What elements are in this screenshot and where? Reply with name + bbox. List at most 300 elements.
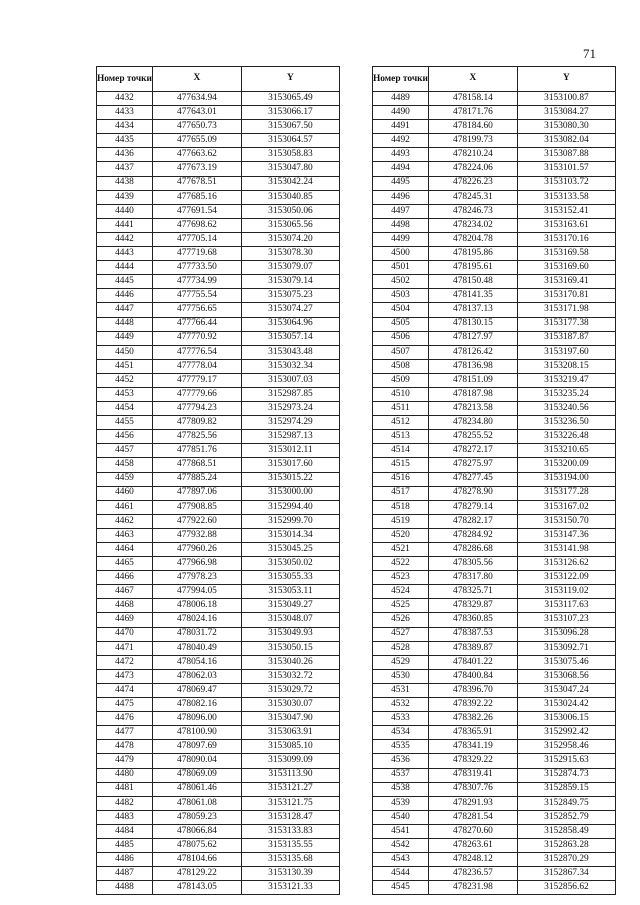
cell-x: 478184.60 (428, 120, 517, 134)
cell-x: 478204.78 (428, 232, 517, 246)
table-row (97, 402, 340, 416)
cell-x: 478082.16 (152, 698, 241, 712)
cell-x: 478360.85 (428, 613, 517, 627)
cell-y: 3153099.09 (241, 754, 339, 768)
table-row (97, 232, 340, 246)
cell-point-number: 4450 (97, 345, 153, 359)
cell-x: 478248.12 (428, 853, 517, 867)
cell-x: 478150.48 (428, 275, 517, 289)
table-body-right (373, 92, 616, 895)
cell-x: 478126.42 (428, 345, 517, 359)
cell-x: 478231.98 (428, 881, 517, 895)
cell-x: 478210.24 (428, 148, 517, 162)
cell-x: 477685.16 (152, 190, 241, 204)
table-row (97, 754, 340, 768)
cell-point-number: 4433 (97, 106, 153, 120)
coordinates-table-left (96, 66, 340, 895)
cell-point-number: 4451 (97, 359, 153, 373)
cell-y: 3153074.20 (241, 232, 339, 246)
table-row (97, 796, 340, 810)
cell-point-number: 4520 (373, 528, 429, 542)
cell-y: 3153042.24 (241, 176, 339, 190)
cell-y: 3152858.49 (517, 824, 615, 838)
cell-point-number: 4473 (97, 669, 153, 683)
cell-x: 477794.23 (152, 402, 241, 416)
cell-y: 3153080.30 (517, 120, 615, 134)
cell-y: 3153240.56 (517, 402, 615, 416)
cell-x: 478224.06 (428, 162, 517, 176)
table-row (97, 810, 340, 824)
cell-point-number: 4455 (97, 416, 153, 430)
cell-point-number: 4529 (373, 655, 429, 669)
cell-x: 477978.23 (152, 571, 241, 585)
cell-y: 3153147.36 (517, 528, 615, 542)
cell-point-number: 4464 (97, 543, 153, 557)
cell-y: 3153171.98 (517, 303, 615, 317)
cell-x: 478069.09 (152, 768, 241, 782)
table-row (373, 712, 616, 726)
cell-y: 3153045.25 (241, 543, 339, 557)
cell-point-number: 4500 (373, 247, 429, 261)
cell-point-number: 4488 (97, 881, 153, 895)
table-row (373, 247, 616, 261)
cell-y: 3152987.85 (241, 387, 339, 401)
cell-point-number: 4437 (97, 162, 153, 176)
cell-y: 3152974.29 (241, 416, 339, 430)
cell-x: 478096.00 (152, 712, 241, 726)
table-row (373, 486, 616, 500)
cell-y: 3153012.11 (241, 444, 339, 458)
cell-point-number: 4457 (97, 444, 153, 458)
cell-x: 477779.66 (152, 387, 241, 401)
cell-point-number: 4482 (97, 796, 153, 810)
page-number: 71 (583, 46, 596, 61)
table-row (97, 218, 340, 232)
cell-point-number: 4539 (373, 796, 429, 810)
cell-point-number: 4516 (373, 472, 429, 486)
table-row (373, 373, 616, 387)
cell-x: 478129.22 (152, 867, 241, 881)
table-row (97, 669, 340, 683)
cell-point-number: 4509 (373, 373, 429, 387)
header-point-number: Номер точки (97, 67, 153, 92)
cell-point-number: 4489 (373, 92, 429, 106)
cell-y: 3153064.57 (241, 134, 339, 148)
cell-x: 478329.87 (428, 599, 517, 613)
cell-x: 478281.54 (428, 810, 517, 824)
cell-point-number: 4525 (373, 599, 429, 613)
table-row (97, 698, 340, 712)
cell-x: 478319.41 (428, 768, 517, 782)
cell-x: 478286.68 (428, 543, 517, 557)
cell-point-number: 4435 (97, 134, 153, 148)
table-row (97, 359, 340, 373)
table-row (373, 810, 616, 824)
cell-x: 478284.92 (428, 528, 517, 542)
cell-y: 3153015.22 (241, 472, 339, 486)
table-row (373, 881, 616, 895)
cell-point-number: 4481 (97, 782, 153, 796)
cell-y: 3152987.13 (241, 430, 339, 444)
cell-y: 3153058.83 (241, 148, 339, 162)
cell-x: 478136.98 (428, 359, 517, 373)
table-row (373, 853, 616, 867)
table-row (373, 641, 616, 655)
cell-y: 3153078.30 (241, 247, 339, 261)
table-row (97, 585, 340, 599)
table-row (373, 232, 616, 246)
table-row (373, 500, 616, 514)
cell-x: 478195.86 (428, 247, 517, 261)
cell-y: 3153167.02 (517, 500, 615, 514)
cell-x: 478278.90 (428, 486, 517, 500)
table-row (373, 867, 616, 881)
cell-x: 477673.19 (152, 162, 241, 176)
cell-y: 3153050.06 (241, 204, 339, 218)
table-row (373, 599, 616, 613)
cell-y: 3153040.26 (241, 655, 339, 669)
table-row (373, 754, 616, 768)
cell-y: 3153210.65 (517, 444, 615, 458)
cell-point-number: 4468 (97, 599, 153, 613)
cell-point-number: 4497 (373, 204, 429, 218)
cell-point-number: 4501 (373, 261, 429, 275)
cell-x: 478006.18 (152, 599, 241, 613)
table-row (97, 247, 340, 261)
cell-point-number: 4454 (97, 402, 153, 416)
table-row (97, 599, 340, 613)
cell-x: 478061.08 (152, 796, 241, 810)
cell-y: 3153074.27 (241, 303, 339, 317)
cell-point-number: 4508 (373, 359, 429, 373)
cell-point-number: 4446 (97, 289, 153, 303)
cell-y: 3153126.62 (517, 557, 615, 571)
cell-y: 3153130.39 (241, 867, 339, 881)
cell-x: 478279.14 (428, 500, 517, 514)
table-row (97, 190, 340, 204)
cell-y: 3152915.63 (517, 754, 615, 768)
cell-point-number: 4530 (373, 669, 429, 683)
cell-x: 478097.69 (152, 740, 241, 754)
header-x: X (428, 67, 517, 92)
table-row (373, 120, 616, 134)
table-row (373, 824, 616, 838)
cell-point-number: 4522 (373, 557, 429, 571)
cell-x: 478090.04 (152, 754, 241, 768)
cell-x: 478213.58 (428, 402, 517, 416)
cell-x: 477922.60 (152, 514, 241, 528)
cell-x: 478305.56 (428, 557, 517, 571)
cell-x: 478255.52 (428, 430, 517, 444)
cell-point-number: 4498 (373, 218, 429, 232)
cell-point-number: 4447 (97, 303, 153, 317)
cell-x: 477868.51 (152, 458, 241, 472)
cell-y: 3153169.60 (517, 261, 615, 275)
coordinates-table-right (372, 66, 616, 895)
table-row (373, 303, 616, 317)
cell-x: 477778.04 (152, 359, 241, 373)
table-row (373, 571, 616, 585)
cell-y: 3152856.62 (517, 881, 615, 895)
cell-y: 3153075.46 (517, 655, 615, 669)
table-row (373, 782, 616, 796)
cell-point-number: 4518 (373, 500, 429, 514)
cell-x: 477698.62 (152, 218, 241, 232)
cell-y: 3153194.00 (517, 472, 615, 486)
cell-point-number: 4477 (97, 726, 153, 740)
cell-point-number: 4469 (97, 613, 153, 627)
cell-point-number: 4476 (97, 712, 153, 726)
cell-y: 3153101.57 (517, 162, 615, 176)
cell-x: 477776.54 (152, 345, 241, 359)
cell-x: 478195.61 (428, 261, 517, 275)
cell-point-number: 4523 (373, 571, 429, 585)
cell-point-number: 4438 (97, 176, 153, 190)
cell-point-number: 4449 (97, 331, 153, 345)
cell-y: 3153029.72 (241, 683, 339, 697)
cell-y: 3153121.75 (241, 796, 339, 810)
table-row (97, 853, 340, 867)
cell-x: 477966.98 (152, 557, 241, 571)
table-row (97, 303, 340, 317)
cell-point-number: 4448 (97, 317, 153, 331)
cell-x: 477678.51 (152, 176, 241, 190)
cell-x: 478400.84 (428, 669, 517, 683)
cell-point-number: 4456 (97, 430, 153, 444)
cell-y: 3153082.04 (517, 134, 615, 148)
cell-y: 3153014.34 (241, 528, 339, 542)
table-row (97, 543, 340, 557)
cell-x: 478389.87 (428, 641, 517, 655)
table-row (373, 416, 616, 430)
cell-point-number: 4463 (97, 528, 153, 542)
cell-y: 3153226.48 (517, 430, 615, 444)
table-row (373, 134, 616, 148)
cell-x: 478245.31 (428, 190, 517, 204)
cell-y: 3153113.90 (241, 768, 339, 782)
cell-point-number: 4439 (97, 190, 153, 204)
table-row (97, 655, 340, 669)
table-row (97, 683, 340, 697)
cell-x: 478024.16 (152, 613, 241, 627)
cell-point-number: 4526 (373, 613, 429, 627)
table-row (373, 176, 616, 190)
table-row (373, 655, 616, 669)
cell-x: 478158.14 (428, 92, 517, 106)
table-row (97, 458, 340, 472)
cell-point-number: 4531 (373, 683, 429, 697)
table-row (373, 162, 616, 176)
cell-point-number: 4519 (373, 514, 429, 528)
cell-y: 3153141.98 (517, 543, 615, 557)
table-row (97, 528, 340, 542)
cell-point-number: 4538 (373, 782, 429, 796)
table-row (97, 92, 340, 106)
cell-y: 3153133.58 (517, 190, 615, 204)
cell-x: 478270.60 (428, 824, 517, 838)
table-row (97, 176, 340, 190)
cell-y: 3153007.03 (241, 373, 339, 387)
cell-x: 478317.80 (428, 571, 517, 585)
cell-y: 3153030.07 (241, 698, 339, 712)
cell-y: 3153067.50 (241, 120, 339, 134)
table-row (97, 768, 340, 782)
table-row (373, 669, 616, 683)
table-row (97, 881, 340, 895)
cell-point-number: 4466 (97, 571, 153, 585)
cell-x: 477719.68 (152, 247, 241, 261)
cell-point-number: 4543 (373, 853, 429, 867)
cell-x: 478246.73 (428, 204, 517, 218)
cell-x: 478282.17 (428, 514, 517, 528)
cell-y: 3153128.47 (241, 810, 339, 824)
cell-y: 3152849.75 (517, 796, 615, 810)
cell-y: 3153057.14 (241, 331, 339, 345)
table-row (97, 838, 340, 852)
cell-point-number: 4496 (373, 190, 429, 204)
cell-x: 478272.17 (428, 444, 517, 458)
cell-point-number: 4505 (373, 317, 429, 331)
cell-point-number: 4485 (97, 838, 153, 852)
cell-y: 3153079.07 (241, 261, 339, 275)
cell-x: 477705.14 (152, 232, 241, 246)
cell-y: 3153053.11 (241, 585, 339, 599)
cell-x: 477655.09 (152, 134, 241, 148)
table-row (373, 190, 616, 204)
cell-y: 3153177.38 (517, 317, 615, 331)
table-header-row (97, 67, 340, 92)
cell-x: 478329.22 (428, 754, 517, 768)
table-row (373, 458, 616, 472)
cell-point-number: 4483 (97, 810, 153, 824)
cell-y: 3153208.15 (517, 359, 615, 373)
cell-y: 3153065.49 (241, 92, 339, 106)
table-row (373, 92, 616, 106)
table-row (373, 261, 616, 275)
cell-point-number: 4545 (373, 881, 429, 895)
cell-point-number: 4443 (97, 247, 153, 261)
cell-y: 3153092.71 (517, 641, 615, 655)
table-row (97, 740, 340, 754)
cell-point-number: 4461 (97, 500, 153, 514)
cell-y: 3153085.10 (241, 740, 339, 754)
cell-x: 478031.72 (152, 627, 241, 641)
table-row (97, 726, 340, 740)
cell-x: 477897.06 (152, 486, 241, 500)
cell-x: 478075.62 (152, 838, 241, 852)
cell-y: 3153048.07 (241, 613, 339, 627)
table-row (97, 444, 340, 458)
cell-x: 478341.19 (428, 740, 517, 754)
table-row (373, 557, 616, 571)
table-row (373, 218, 616, 232)
cell-x: 477994.05 (152, 585, 241, 599)
cell-point-number: 4474 (97, 683, 153, 697)
cell-x: 478325.71 (428, 585, 517, 599)
cell-y: 3153017.60 (241, 458, 339, 472)
table-row (97, 557, 340, 571)
cell-y: 3153100.87 (517, 92, 615, 106)
cell-y: 3153170.16 (517, 232, 615, 246)
cell-x: 477634.94 (152, 92, 241, 106)
cell-x: 478141.35 (428, 289, 517, 303)
cell-x: 477755.54 (152, 289, 241, 303)
table-row (373, 726, 616, 740)
cell-y: 3153068.56 (517, 669, 615, 683)
cell-x: 478059.23 (152, 810, 241, 824)
cell-x: 478062.03 (152, 669, 241, 683)
cell-x: 477734.99 (152, 275, 241, 289)
cell-x: 478143.05 (152, 881, 241, 895)
table-row (97, 289, 340, 303)
cell-x: 477766.44 (152, 317, 241, 331)
cell-y: 3153150.70 (517, 514, 615, 528)
cell-point-number: 4510 (373, 387, 429, 401)
cell-y: 3153006.15 (517, 712, 615, 726)
cell-point-number: 4494 (373, 162, 429, 176)
cell-point-number: 4533 (373, 712, 429, 726)
cell-point-number: 4467 (97, 585, 153, 599)
cell-point-number: 4532 (373, 698, 429, 712)
cell-y: 3153107.23 (517, 613, 615, 627)
cell-y: 3152994.40 (241, 500, 339, 514)
cell-y: 3153135.55 (241, 838, 339, 852)
cell-point-number: 4507 (373, 345, 429, 359)
cell-x: 478234.80 (428, 416, 517, 430)
cell-y: 3153117.63 (517, 599, 615, 613)
cell-point-number: 4436 (97, 148, 153, 162)
table-row (373, 740, 616, 754)
table-row (373, 543, 616, 557)
cell-point-number: 4493 (373, 148, 429, 162)
cell-x: 478277.45 (428, 472, 517, 486)
table-row (97, 317, 340, 331)
cell-x: 477960.26 (152, 543, 241, 557)
cell-x: 478392.22 (428, 698, 517, 712)
table-row (373, 106, 616, 120)
cell-y: 3153055.33 (241, 571, 339, 585)
cell-y: 3153049.27 (241, 599, 339, 613)
cell-x: 477756.65 (152, 303, 241, 317)
cell-x: 477770.92 (152, 331, 241, 345)
cell-point-number: 4503 (373, 289, 429, 303)
table-row (97, 867, 340, 881)
table-row (373, 683, 616, 697)
table-row (97, 345, 340, 359)
cell-x: 478401.22 (428, 655, 517, 669)
cell-y: 3153066.17 (241, 106, 339, 120)
cell-point-number: 4512 (373, 416, 429, 430)
table-row (373, 289, 616, 303)
cell-y: 3153163.61 (517, 218, 615, 232)
cell-x: 478291.93 (428, 796, 517, 810)
cell-point-number: 4506 (373, 331, 429, 345)
cell-y: 3153121.33 (241, 881, 339, 895)
cell-y: 3153169.58 (517, 247, 615, 261)
table-header-row (373, 67, 616, 92)
cell-y: 3153000.00 (241, 486, 339, 500)
cell-y: 3153119.02 (517, 585, 615, 599)
cell-y: 3153200.09 (517, 458, 615, 472)
table-row (97, 613, 340, 627)
cell-x: 478396.70 (428, 683, 517, 697)
cell-point-number: 4524 (373, 585, 429, 599)
table-row (373, 345, 616, 359)
cell-x: 477932.88 (152, 528, 241, 542)
header-point-number: Номер точки (373, 67, 429, 92)
cell-x: 478226.23 (428, 176, 517, 190)
cell-point-number: 4537 (373, 768, 429, 782)
